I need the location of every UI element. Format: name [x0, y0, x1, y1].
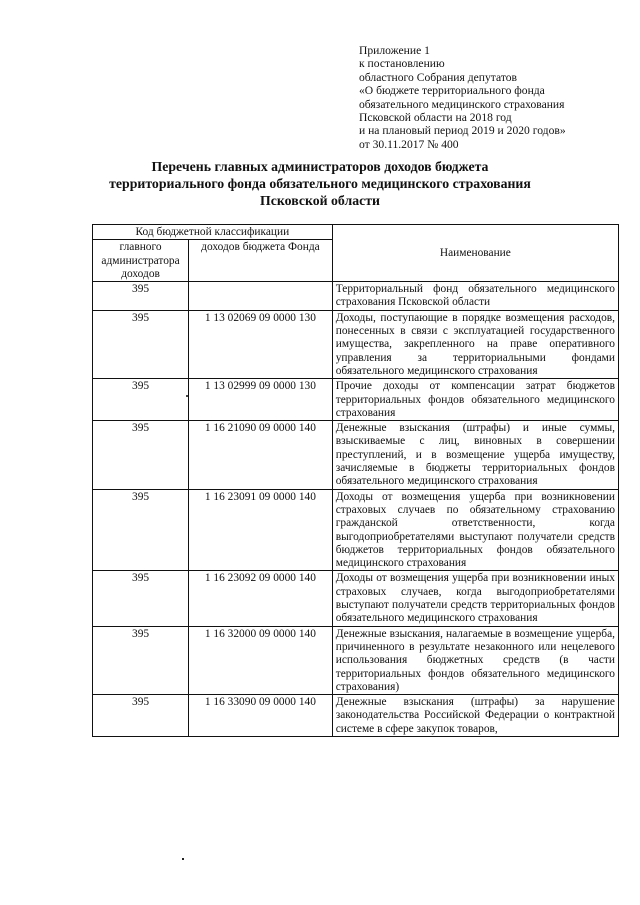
- admin-code-cell: 395: [93, 571, 189, 626]
- revenue-name-cell: Прочие доходы от компенсации затрат бюджетов территориальных фондов обязательного медицинского страхования: [332, 379, 618, 421]
- header-fund-revenue: доходов бюджета Фонда: [189, 240, 333, 282]
- revenue-code-cell: 1 16 23091 09 0000 140: [189, 489, 333, 571]
- table-row: [93, 571, 619, 626]
- scan-speck: [182, 858, 184, 860]
- appendix-line: Псковской области на 2018 год: [359, 111, 512, 125]
- revenue-name-cell: Доходы от возмещения ущерба при возникновении иных страховых случаев, когда выгодоприобретателями выступают получатели средств территориальных фондов обязательного медицинского страхования: [332, 571, 618, 626]
- table-row: [93, 310, 619, 378]
- table-row: [93, 489, 619, 571]
- table-row: [93, 626, 619, 694]
- header-chief-administrator: главного администратора доходов: [93, 240, 189, 282]
- scan-speck: [186, 395, 188, 397]
- appendix-line: Приложение 1: [359, 44, 430, 57]
- table-row: [93, 421, 619, 489]
- appendix-line: от 30.11.2017 № 400: [359, 137, 459, 151]
- document-title: [90, 158, 550, 209]
- appendix-line: обязательного медицинского страхования: [359, 97, 565, 111]
- revenue-code-cell: 1 16 32000 09 0000 140: [189, 626, 333, 694]
- admin-code-cell: 395: [93, 695, 189, 737]
- revenue-name-cell: Денежные взыскания, налагаемые в возмещение ущерба, причиненного в результате незаконного или нецелевого использования бюджетных средств (в части территориальных фондов обязательного медицинского страхования): [332, 626, 618, 694]
- header-classification-code: Код бюджетной классификации: [93, 225, 333, 240]
- revenue-name-cell: Денежные взыскания (штрафы) за нарушение законодательства Российской Федерации о контрактной системе в сфере закупок товаров,: [332, 695, 618, 737]
- administrators-table: [92, 224, 619, 737]
- revenue-name-cell: Территориальный фонд обязательного медицинского страхования Псковской области: [332, 282, 618, 311]
- admin-code-cell: 395: [93, 310, 189, 378]
- revenue-name-cell: Доходы от возмещения ущерба при возникновении страховых случаев по обязательному страхованию гражданской ответственности, когда выгодоприобретателями выступают получатели средств бюджетов территориальных фондов обязательного медицинского страхования: [332, 489, 618, 571]
- revenue-code-cell: 1 13 02999 09 0000 130: [189, 379, 333, 421]
- title-line: Псковской области: [260, 193, 380, 208]
- appendix-line: и на плановый период 2019 и 2020 годов»: [359, 124, 566, 138]
- appendix-line: к постановлению: [359, 57, 445, 71]
- title-line: Перечень главных администраторов доходов бюджета: [151, 159, 489, 174]
- admin-code-cell: 395: [93, 282, 189, 311]
- revenue-code-cell: 1 13 02069 09 0000 130: [189, 310, 333, 378]
- revenue-name-cell: Денежные взыскания (штрафы) и иные суммы, взыскиваемые с лиц, виновных в совершении преступлений, и в возмещение ущерба имуществу, зачисляемые в бюджеты территориальных фондов обязательного медицинского страхования: [332, 421, 618, 489]
- revenue-name-cell: Доходы, поступающие в порядке возмещения расходов, понесенных в связи с эксплуатацией государственного имущества, закрепленного на праве оперативного управления за территориальными фондами обязательного медицинского страхования: [332, 310, 618, 378]
- revenue-code-cell: [189, 282, 333, 311]
- table-row: [93, 282, 619, 311]
- admin-code-cell: 395: [93, 379, 189, 421]
- title-line: территориального фонда обязательного медицинского страхования: [109, 176, 531, 191]
- header-name: Наименование: [332, 225, 618, 282]
- admin-code-cell: 395: [93, 489, 189, 571]
- revenue-code-cell: 1 16 23092 09 0000 140: [189, 571, 333, 626]
- admin-code-cell: 395: [93, 626, 189, 694]
- appendix-line: «О бюджете территориального фонда: [359, 84, 545, 98]
- appendix-note: [359, 44, 619, 151]
- table-row: [93, 695, 619, 737]
- admin-code-cell: 395: [93, 421, 189, 489]
- revenue-code-cell: 1 16 33090 09 0000 140: [189, 695, 333, 737]
- table-row: [93, 379, 619, 421]
- revenue-code-cell: 1 16 21090 09 0000 140: [189, 421, 333, 489]
- appendix-line: областного Собрания депутатов: [359, 70, 518, 84]
